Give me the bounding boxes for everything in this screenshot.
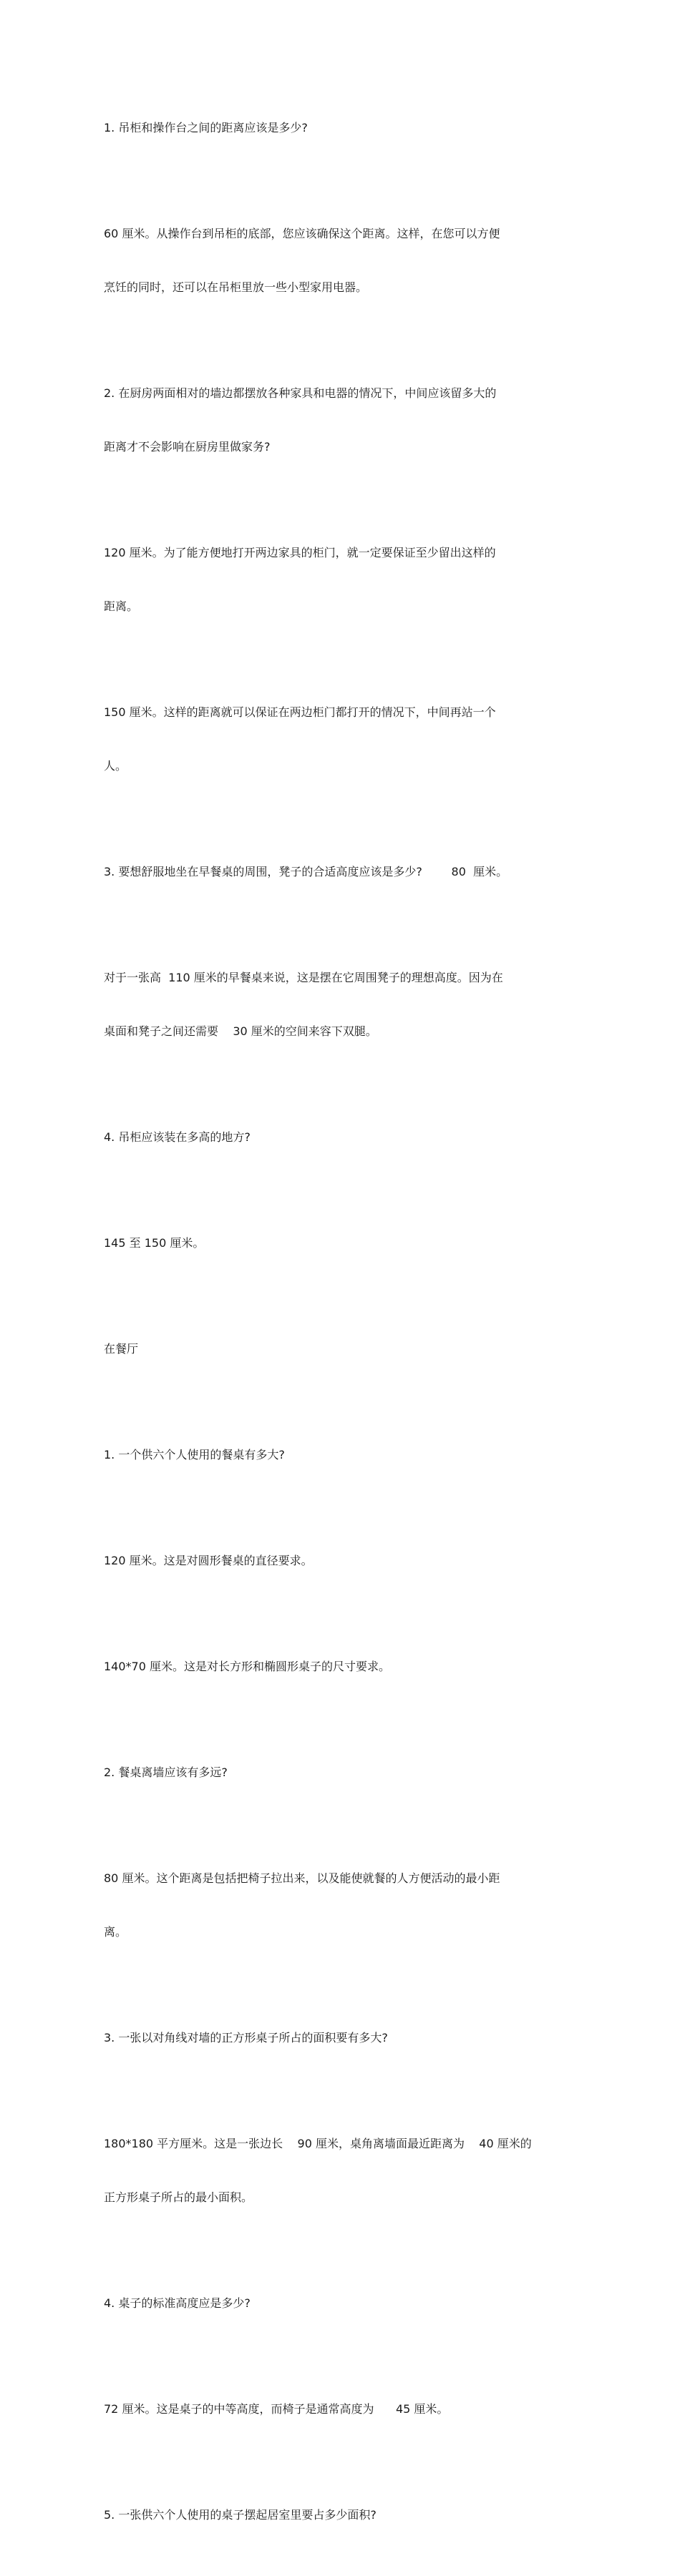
document-body <box>104 83 569 2576</box>
text-line: 2. 餐桌离墙应该有多远? <box>104 1766 228 1779</box>
text-line: 2. 在厨房两面相对的墙边都摆放各种家具和电器的情况下，中间应该留多大的 <box>104 386 497 400</box>
answer-60cm <box>104 189 569 332</box>
text-line: 60 厘米。从操作台到吊柜的底部，您应该确保这个距离。这样，在您可以方便 <box>104 227 500 240</box>
text-line: 离。 <box>104 1925 127 1939</box>
text-line: 120 厘米。这是对圆形餐桌的直径要求。 <box>104 1554 313 1567</box>
text-line: 距离。 <box>104 599 139 613</box>
text-line: 180*180 平方厘米。这是一张边长 90 厘米，桌角离墙面最近距离为 40 厘米的 <box>104 2137 532 2150</box>
text-line: 烹饪的同时，还可以在吊柜里放一些小型家用电器。 <box>104 280 368 294</box>
answer-120cm <box>104 508 569 651</box>
question-3-square-table-area <box>104 1993 569 2082</box>
text-line: 人。 <box>104 759 127 773</box>
question-2-table-wall-distance <box>104 1728 569 1817</box>
text-line: 对于一张高 110 厘米的早餐桌来说，这是摆在它周围凳子的理想高度。因为在 <box>104 971 503 984</box>
text-line: 1. 吊柜和操作台之间的距离应该是多少? <box>104 121 308 134</box>
question-4-table-height <box>104 2258 569 2348</box>
text-line: 桌面和凳子之间还需要 30 厘米的空间来容下双腿。 <box>104 1024 377 1038</box>
text-line: 3. 要想舒服地坐在早餐桌的周围，凳子的合适高度应该是多少? 80 厘米。 <box>104 865 508 878</box>
text-line: 距离才不会影响在厨房里做家务? <box>104 440 271 454</box>
question-1-cabinet-distance <box>104 83 569 172</box>
text-line: 80 厘米。这个距离是包括把椅子拉出来，以及能使就餐的人方便活动的最小距 <box>104 1871 500 1885</box>
answer-stool-explanation <box>104 933 569 1076</box>
text-line: 4. 桌子的标准高度应是多少? <box>104 2296 251 2310</box>
section-heading-dining-room <box>104 1304 569 1394</box>
question-4-cabinet-height <box>104 1092 569 1182</box>
text-line: 5. 一张供六个人使用的桌子摆起居室里要占多少面积? <box>104 2508 377 2522</box>
answer-145-150cm <box>104 1198 569 1288</box>
answer-180x180 <box>104 2099 569 2242</box>
answer-72cm <box>104 2364 569 2454</box>
question-3-stool-height <box>104 827 569 916</box>
text-line: 120 厘米。为了能方便地打开两边家具的柜门，就一定要保证至少留出这样的 <box>104 546 496 559</box>
question-5-living-room-area <box>104 2470 569 2560</box>
question-2-kitchen-gap <box>104 348 569 491</box>
text-line: 140*70 厘米。这是对长方形和椭圆形桌子的尺寸要求。 <box>104 1660 390 1673</box>
text-line: 72 厘米。这是桌子的中等高度，而椅子是通常高度为 45 厘米。 <box>104 2402 449 2416</box>
text-line: 3. 一张以对角线对墙的正方形桌子所占的面积要有多大? <box>104 2031 388 2044</box>
answer-round-table <box>104 1516 569 1605</box>
answer-150cm <box>104 667 569 810</box>
text-line: 正方形桌子所占的最小面积。 <box>104 2190 253 2204</box>
text-line: 1. 一个供六个人使用的餐桌有多大? <box>104 1448 285 1461</box>
answer-rect-table <box>104 1622 569 1711</box>
question-1-table-size <box>104 1410 569 1499</box>
text-line: 在餐厅 <box>104 1342 139 1356</box>
text-line: 145 至 150 厘米。 <box>104 1236 205 1250</box>
answer-80cm <box>104 1833 569 1977</box>
text-line: 150 厘米。这样的距离就可以保证在两边柜门都打开的情况下，中间再站一个 <box>104 705 496 719</box>
text-line: 4. 吊柜应该装在多高的地方? <box>104 1130 251 1144</box>
